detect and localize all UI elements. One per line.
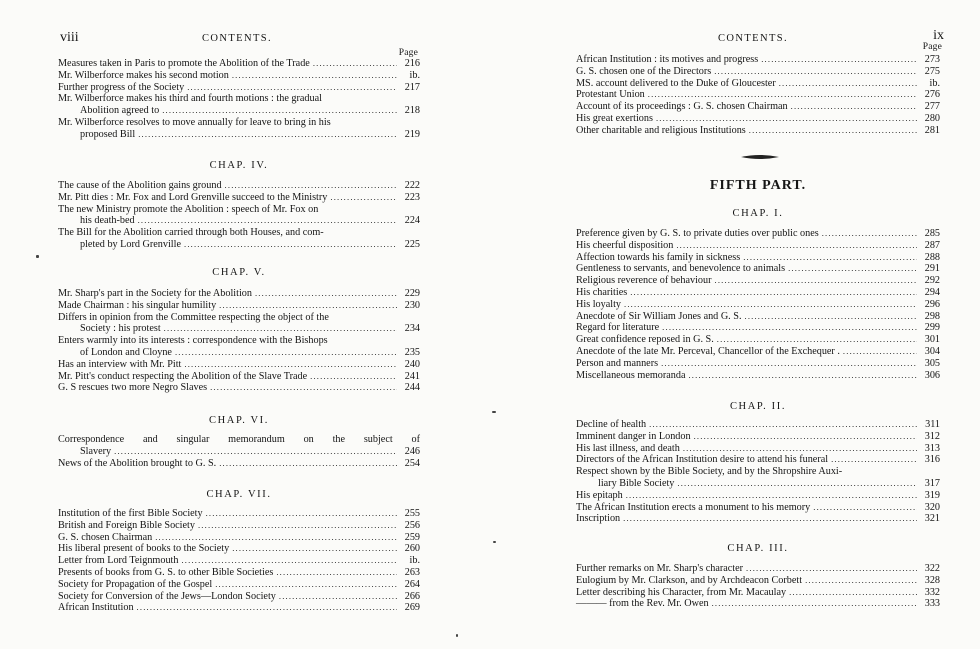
- page-number: ib.: [409, 69, 420, 81]
- page-number: 275: [924, 65, 940, 77]
- page-number: 273: [924, 54, 940, 65]
- toc-entry: [576, 513, 940, 525]
- page-number: 241: [404, 370, 420, 382]
- entry-title: Further remarks on Mr. Sharp's character: [576, 563, 744, 574]
- page-number: 254: [404, 457, 420, 469]
- dot-leader: [714, 66, 917, 78]
- page-number: 288: [924, 251, 940, 263]
- dot-leader: [155, 532, 397, 544]
- toc-block: [58, 288, 420, 394]
- entry-title: Decline of health: [576, 419, 647, 430]
- toc-entry: [576, 66, 940, 78]
- entry-title: liary Bible Society: [598, 477, 675, 489]
- ornament-rule-icon: [741, 154, 779, 160]
- toc-block: [576, 228, 940, 381]
- toc-entry: [58, 335, 420, 359]
- toc-entry: [576, 89, 940, 101]
- toc-block: [576, 419, 940, 525]
- toc-entry: [58, 434, 420, 458]
- dot-leader: [656, 113, 917, 125]
- toc-entry: [576, 228, 940, 240]
- toc-entry: [576, 299, 940, 311]
- entry-title: Mr. Pitt dies : Mr. Fox and Lord Grenville succeed to the Ministry: [58, 191, 328, 203]
- entry-title: G. S. chosen one of the Directors: [576, 65, 712, 77]
- entry-title: The Bill for the Abolition carried through both Houses, and com-: [58, 227, 324, 239]
- chapter-heading: CHAP. I.: [732, 208, 784, 219]
- page-number: 306: [924, 369, 940, 381]
- toc-entry: [58, 371, 420, 383]
- entry-title: Enters warmly into its interests : correspondence with the Bishops: [58, 335, 328, 347]
- entry-title: Anecdote of the late Mr. Perceval, Chancellor of the Exchequer .: [576, 345, 840, 357]
- page-number: 244: [404, 382, 420, 394]
- dot-leader: [137, 602, 397, 614]
- running-head-title: CONTENTS.: [718, 33, 789, 44]
- dot-leader: [198, 520, 397, 532]
- entry-title: Mr. Wilberforce makes his third and fourth motions : the gradual: [58, 93, 322, 105]
- page-number: 320: [924, 501, 940, 513]
- toc-entry: [576, 370, 940, 382]
- page-number: 264: [404, 578, 420, 590]
- page-number: 319: [924, 489, 940, 501]
- page-number: 296: [924, 298, 940, 310]
- dot-leader: [788, 263, 917, 275]
- dot-leader: [694, 431, 917, 443]
- entry-title: His cheerful disposition: [576, 239, 674, 251]
- scan-speck: [36, 255, 39, 258]
- page-number: 224: [404, 215, 420, 227]
- dot-leader: [717, 334, 917, 346]
- entry-title: Mr. Wilberforce makes his second motion: [58, 69, 229, 81]
- dot-leader: [683, 443, 917, 455]
- entry-title: News of the Abolition brought to G. S.: [58, 457, 217, 469]
- toc-entry: [58, 555, 420, 567]
- entry-title: Society for Propagation of the Gospel: [58, 578, 213, 590]
- toc-entry: [576, 419, 940, 431]
- page-number: 266: [404, 590, 420, 602]
- toc-entry: [58, 543, 420, 555]
- toc-entry: [576, 275, 940, 287]
- toc-entry: [576, 252, 940, 264]
- dot-leader: [676, 240, 917, 252]
- entry-title: Account of its proceedings : G. S. chosen Chairman: [576, 101, 788, 113]
- page-number: 234: [404, 323, 420, 335]
- entry-title: Society : his protest: [80, 323, 161, 335]
- dot-leader: [215, 579, 397, 591]
- page-number: 291: [924, 263, 940, 275]
- entry-title: His loyalty: [576, 298, 621, 310]
- dot-leader: [232, 543, 397, 555]
- entry-title: Other charitable and religious Institutions: [576, 124, 746, 136]
- toc-entry: [576, 466, 940, 490]
- scan-speck: [456, 634, 458, 637]
- page-number: 218: [404, 105, 420, 117]
- entry-title: pleted by Lord Grenville: [80, 238, 181, 250]
- page-number: 240: [404, 358, 420, 370]
- toc-entry: [58, 458, 420, 470]
- right-page: [576, 0, 944, 649]
- page-number: 255: [404, 508, 420, 519]
- toc-entry: [58, 602, 420, 614]
- entry-title: Religious reverence of behaviour: [576, 275, 712, 287]
- dot-leader: [789, 587, 917, 599]
- page-number: 223: [404, 191, 420, 203]
- dot-leader: [184, 359, 397, 371]
- dot-leader: [313, 58, 397, 70]
- page-number: 230: [404, 299, 420, 311]
- toc-entry: [576, 598, 940, 610]
- toc-entry: [58, 300, 420, 312]
- dot-leader: [175, 347, 397, 359]
- toc-entry: [58, 70, 420, 82]
- dot-leader: [138, 215, 397, 227]
- dot-leader: [662, 322, 917, 334]
- dot-leader: [822, 228, 917, 240]
- page-number: 280: [924, 112, 940, 124]
- page-number: 276: [924, 89, 940, 101]
- page-number: ib.: [409, 555, 420, 567]
- page-number: 225: [404, 238, 420, 250]
- entry-title: Institution of the first Bible Society: [58, 508, 203, 519]
- entry-title: proposed Bill: [80, 128, 136, 140]
- page-number: 301: [924, 334, 940, 346]
- entry-title: British and Foreign Bible Society: [58, 519, 195, 531]
- toc-entry: [58, 591, 420, 603]
- toc-entry: [576, 311, 940, 323]
- entry-title: The cause of the Abolition gains ground: [58, 180, 222, 191]
- toc-entry: [576, 431, 940, 443]
- toc-entry: [576, 502, 940, 514]
- running-head-title: CONTENTS.: [202, 33, 273, 44]
- page-number: 246: [404, 445, 420, 457]
- toc-entry: [58, 117, 420, 141]
- dot-leader: [712, 598, 917, 610]
- page-number: 269: [404, 602, 420, 614]
- entry-title: Directors of the African Institution desire to attend his funeral: [576, 454, 829, 466]
- entry-title: Differs in opinion from the Committee respecting the object of the: [58, 311, 329, 323]
- dot-leader: [164, 323, 397, 335]
- toc-entry: [576, 490, 940, 502]
- scan-speck: [493, 541, 496, 543]
- folio: ix: [933, 28, 944, 43]
- dot-leader: [779, 78, 917, 90]
- chapter-heading: CHAP. VI.: [208, 415, 269, 426]
- page-number: 222: [404, 180, 420, 191]
- dot-leader: [114, 446, 397, 458]
- page-number: 299: [924, 322, 940, 334]
- page-number: 263: [404, 566, 420, 578]
- dot-leader: [210, 382, 397, 394]
- entry-title: Correspondence and singular memorandum on the subject of: [58, 434, 420, 445]
- scan-speck: [492, 411, 496, 413]
- entry-title: Great confidence reposed in G. S.: [576, 334, 714, 346]
- entry-title: His great exertions: [576, 112, 653, 124]
- page-number: 219: [404, 128, 420, 140]
- toc-entry: [58, 227, 420, 251]
- page-number: 332: [924, 586, 940, 598]
- entry-title: G. S rescues two more Negro Slaves: [58, 382, 208, 394]
- page-number: 260: [404, 543, 420, 555]
- dot-leader: [688, 370, 917, 382]
- dot-leader: [648, 89, 917, 101]
- dot-leader: [162, 105, 397, 117]
- entry-title: Protestant Union: [576, 89, 645, 101]
- entry-title: Person and manners: [576, 357, 659, 369]
- toc-entry: [576, 287, 940, 299]
- entry-title: Anecdote of Sir William Jones and G. S.: [576, 310, 742, 322]
- page-number: 229: [404, 288, 420, 299]
- dot-leader: [661, 358, 917, 370]
- toc-entry: [576, 454, 940, 466]
- toc-entry: [576, 563, 940, 575]
- dot-leader: [677, 478, 917, 490]
- toc-entry: [58, 58, 420, 70]
- running-head: [576, 28, 944, 52]
- chapter-heading: CHAP. III.: [727, 543, 789, 554]
- dot-leader: [761, 54, 917, 66]
- toc-entry: [58, 382, 420, 394]
- dot-leader: [255, 288, 397, 300]
- entry-title: Abolition agreed to: [80, 105, 160, 117]
- entry-title: Has an interview with Mr. Pitt: [58, 358, 182, 370]
- dot-leader: [184, 239, 397, 251]
- dot-leader: [630, 287, 917, 299]
- dot-leader: [624, 299, 917, 311]
- toc-entry: [58, 204, 420, 228]
- page-number: 333: [924, 598, 940, 610]
- entry-title: ——— from the Rev. Mr. Owen: [576, 598, 709, 610]
- toc-block: [58, 180, 420, 251]
- entry-title: Made Chairman : his singular humility: [58, 299, 217, 311]
- entry-title: G. S. chosen Chairman: [58, 531, 153, 543]
- toc-entry: [576, 358, 940, 370]
- page-number: 322: [924, 563, 940, 574]
- dot-leader: [232, 70, 397, 82]
- entry-title: Measures taken in Paris to promote the Abolition of the Trade: [58, 58, 310, 69]
- dot-leader: [187, 82, 397, 94]
- dot-leader: [715, 275, 918, 287]
- toc-entry: [58, 288, 420, 300]
- entry-title: Imminent danger in London: [576, 430, 691, 442]
- page-number: ib.: [929, 77, 940, 89]
- entry-title: His liberal present of books to the Society: [58, 543, 230, 555]
- chapter-heading: CHAP. VII.: [206, 489, 272, 500]
- dot-leader: [749, 125, 917, 137]
- toc-entry: [58, 359, 420, 371]
- entry-title: His epitaph: [576, 489, 623, 501]
- entry-title: Affection towards his family in sickness: [576, 251, 741, 263]
- dot-leader: [206, 508, 397, 520]
- page-number: 277: [924, 101, 940, 113]
- toc-entry: [58, 82, 420, 94]
- chapter-heading: CHAP. IV.: [209, 160, 269, 171]
- page-column-label: Page: [922, 42, 942, 52]
- dot-leader: [276, 567, 397, 579]
- entry-title: Letter from Lord Teignmouth: [58, 555, 179, 567]
- entry-title: Letter describing his Character, from Mr. Macaulay: [576, 586, 787, 598]
- entry-title: African Institution: [58, 602, 134, 614]
- dot-leader: [743, 252, 917, 264]
- toc-entry: [576, 575, 940, 587]
- page-number: 256: [404, 519, 420, 531]
- page-number: 316: [924, 454, 940, 466]
- entry-title: MS. account delivered to the Duke of Gloucester: [576, 77, 776, 89]
- toc-entry: [576, 125, 940, 137]
- page-number: 328: [924, 574, 940, 586]
- dot-leader: [225, 180, 397, 192]
- page-number: 259: [404, 531, 420, 543]
- dot-leader: [623, 513, 917, 525]
- page-number: 317: [924, 477, 940, 489]
- running-head: [58, 30, 420, 58]
- toc-entry: [576, 322, 940, 334]
- toc-entry: [58, 180, 420, 192]
- toc-entry: [58, 567, 420, 579]
- toc-block: [576, 563, 940, 610]
- toc-entry: [58, 579, 420, 591]
- entry-title: Regard for literature: [576, 322, 660, 334]
- dot-leader: [181, 555, 397, 567]
- entry-title: Eulogium by Mr. Clarkson, and by Archdeacon Corbett: [576, 574, 803, 586]
- page-number: 292: [924, 275, 940, 287]
- dot-leader: [219, 458, 397, 470]
- toc-entry: [58, 192, 420, 204]
- dot-leader: [805, 575, 917, 587]
- entry-title: Mr. Wilberforce resolves to move annually for leave to bring in his: [58, 116, 331, 128]
- toc-entry: [576, 54, 940, 66]
- toc-block: [58, 434, 420, 469]
- toc-entry: [576, 587, 940, 599]
- dot-leader: [219, 300, 397, 312]
- page-number: 304: [924, 345, 940, 357]
- toc-entry: [58, 93, 420, 117]
- toc-entry: [58, 520, 420, 532]
- page-number: 298: [924, 310, 940, 322]
- entry-title: Inscription: [576, 513, 621, 525]
- toc-entry: [576, 346, 940, 358]
- part-title: FIFTH PART.: [709, 178, 807, 193]
- entry-title: Further progress of the Society: [58, 81, 185, 93]
- toc-entry: [576, 334, 940, 346]
- page-number: 305: [924, 357, 940, 369]
- entry-title: His last illness, and death: [576, 442, 680, 454]
- dot-leader: [745, 311, 918, 323]
- dot-leader: [746, 563, 917, 575]
- page-number: 287: [924, 239, 940, 251]
- page-number: 216: [404, 58, 420, 69]
- page-number: 312: [924, 430, 940, 442]
- toc-entry: [576, 263, 940, 275]
- dot-leader: [330, 192, 397, 204]
- dot-leader: [310, 371, 397, 383]
- dot-leader: [843, 346, 917, 358]
- page-number: 235: [404, 346, 420, 358]
- chapter-heading: CHAP. II.: [729, 401, 787, 412]
- dot-leader: [279, 591, 397, 603]
- toc-block: [58, 508, 420, 614]
- entry-title: His charities: [576, 286, 628, 298]
- entry-title: Respect shown by the Bible Society, and by the Shropshire Auxi-: [576, 466, 843, 478]
- toc-entry: [58, 508, 420, 520]
- entry-title: Mr. Pitt's conduct respecting the Abolition of the Slave Trade: [58, 370, 308, 382]
- toc-entry: [576, 101, 940, 113]
- toc-entry: [576, 443, 940, 455]
- entry-title: African Institution : its motives and progress: [576, 54, 759, 65]
- entry-title: Preference given by G. S. to private duties over public ones: [576, 228, 819, 239]
- page-number: 285: [924, 228, 940, 239]
- page-number: 217: [404, 81, 420, 93]
- page-number: 321: [924, 513, 940, 525]
- dot-leader: [626, 490, 917, 502]
- toc-block: [576, 54, 940, 137]
- toc-entry: [576, 240, 940, 252]
- dot-leader: [831, 454, 917, 466]
- entry-title: Society for Conversion of the Jews—London Society: [58, 590, 276, 602]
- toc-entry: [576, 113, 940, 125]
- page-number: 313: [924, 442, 940, 454]
- entry-title: of London and Cloyne: [80, 346, 172, 358]
- entry-title: The African Institution erects a monument to his memory: [576, 501, 811, 513]
- toc-block: [58, 58, 420, 141]
- page-column-label: Page: [398, 48, 418, 58]
- toc-entry: [576, 78, 940, 90]
- chapter-heading: CHAP. V.: [212, 267, 266, 278]
- dot-leader: [813, 502, 917, 514]
- page-number: 311: [925, 419, 940, 430]
- page-number: 281: [924, 124, 940, 136]
- entry-title: Gentleness to servants, and benevolence to animals: [576, 263, 786, 275]
- page-number: 294: [924, 286, 940, 298]
- entry-title: The new Ministry promote the Abolition : speech of Mr. Fox on: [58, 203, 319, 215]
- folio: viii: [60, 30, 79, 45]
- entry-title: Presents of books from G. S. to other Bible Societies: [58, 566, 274, 578]
- dot-leader: [138, 129, 397, 141]
- dot-leader: [649, 419, 917, 431]
- entry-title: Mr. Sharp's part in the Society for the Abolition: [58, 288, 252, 299]
- left-page: [58, 0, 420, 649]
- entry-title: Miscellaneous memoranda: [576, 369, 686, 381]
- toc-entry: [58, 532, 420, 544]
- dot-leader: [791, 101, 917, 113]
- entry-title: his death-bed: [80, 215, 135, 227]
- entry-title: Slavery: [80, 445, 112, 457]
- toc-entry: [58, 312, 420, 336]
